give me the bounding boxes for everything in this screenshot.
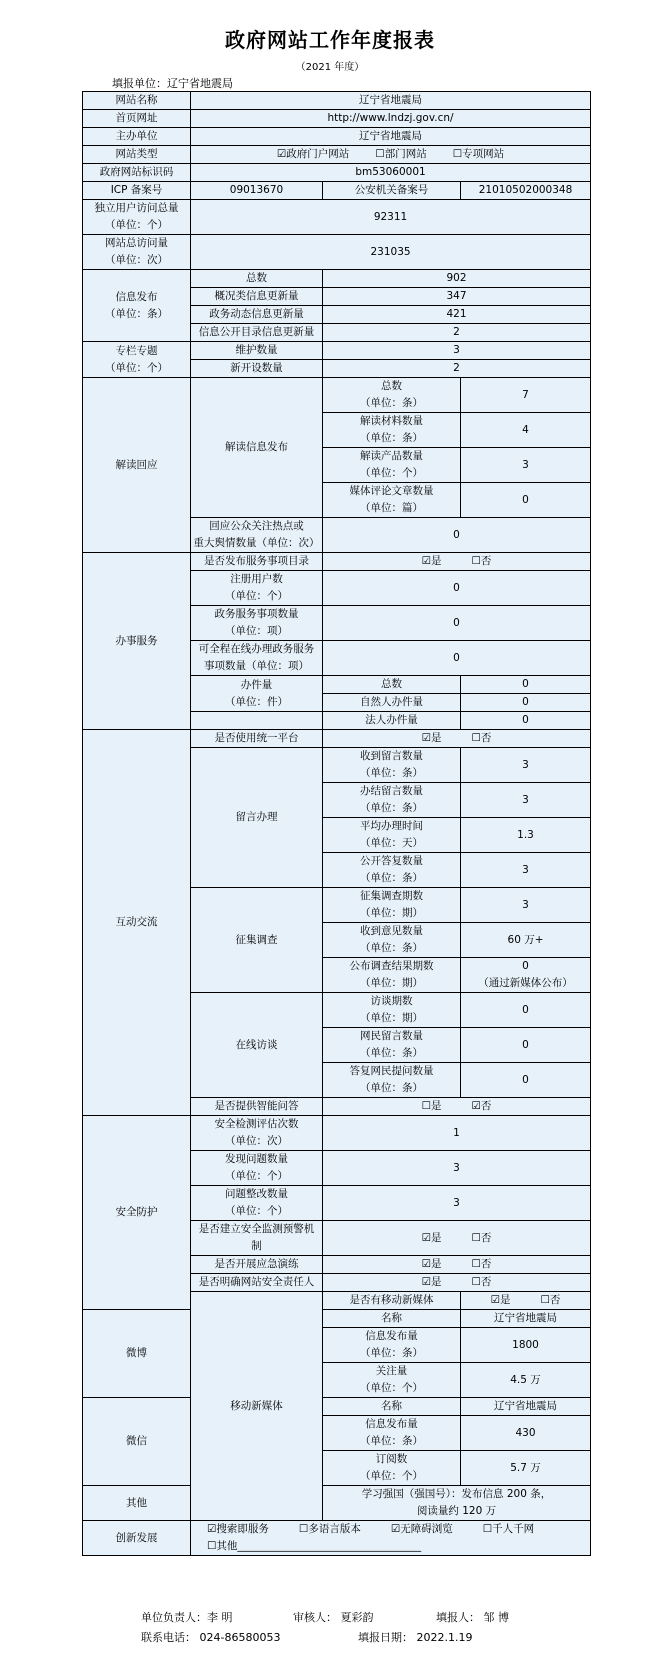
msg-row-label: 平均办理时间 （单位：天） [323,818,461,853]
wechat-row-value: 5.7 万 [461,1451,591,1486]
survey-label: 征集调查 [191,888,323,993]
visits-value: 231035 [191,235,591,270]
interpret-row-label: 解读产品数量 （单位：个） [323,448,461,483]
respond-value: 0 [323,518,591,553]
wechat-row-value: 430 [461,1416,591,1451]
site-name-label: 网站名称 [83,92,191,110]
homepage-url: http://www.lndzj.gov.cn/ [191,110,591,128]
check-value: 1 [323,1116,591,1151]
option-department: ☐部门网站 [375,148,427,160]
footer-phone: 联系电话： 024-86580053 [141,1631,281,1644]
drill-options [323,1256,591,1274]
info-section-label: 信息发布 （单位：条） [83,270,191,342]
option-special: ☐专项网站 [452,148,505,160]
found-label: 发现问题数量 （单位：个） [191,1151,323,1186]
wechat-row-label: 订阅数 （单位：个） [323,1451,461,1486]
interpret-row-value: 0 [461,483,591,518]
msg-row-label: 收到留言数量 （单位：条） [323,748,461,783]
interact-section-label: 互动交流 [83,730,191,1116]
users-label: 注册用户数 （单位：个） [191,571,323,606]
drill-no: ☐否 [471,1258,492,1270]
column-row-label: 维护数量 [191,342,323,360]
check-label: 安全检测评估次数 （单位：次） [191,1116,323,1151]
interpret-sub-label: 解读信息发布 [191,378,323,518]
respond-label: 回应公众关注热点或 重大舆情数量（单位：次） [191,518,323,553]
ai-yes: ☐是 [421,1100,442,1112]
footer-filler: 填报人： 邹 博 [436,1611,509,1624]
opt-accessible: ☑无障碍浏览 [390,1523,453,1535]
platform-options [323,730,591,748]
info-row-value: 902 [323,270,591,288]
host-unit-label: 主办单位 [83,128,191,146]
icp-number: 09013670 [191,182,323,200]
interpret-row-label: 媒体评论文章数量 （单位：篇） [323,483,461,518]
column-section-label: 专栏专题 （单位：个） [83,342,191,378]
fixed-label: 问题整改数量 （单位：个） [191,1186,323,1221]
weibo-row-value: 4.5 万 [461,1363,591,1398]
weibo-row-value: 1800 [461,1328,591,1363]
service-section-label: 办事服务 [83,553,191,730]
warn-options [323,1221,591,1256]
interpret-section-label: 解读回应 [83,378,191,553]
info-row-value: 347 [323,288,591,306]
survey-row-value: 0 （通过新媒体公布） [461,958,591,993]
info-row-label: 概况类信息更新量 [191,288,323,306]
column-row-label: 新开设数量 [191,360,323,378]
innovation-section-label: 创新发展 [83,1521,191,1556]
msg-label: 留言办理 [191,748,323,888]
wechat-row-value: 辽宁省地震局 [461,1398,591,1416]
visits-label: 网站总访问量 （单位：次） [83,235,191,270]
talk-row-value: 0 [461,993,591,1028]
site-id: bm53060001 [191,164,591,182]
online-value: 0 [323,641,591,676]
icp-label: ICP 备案号 [83,182,191,200]
interpret-row-value: 4 [461,413,591,448]
visitors-value: 92311 [191,200,591,235]
info-row-label: 总数 [191,270,323,288]
police-label: 公安机关备案号 [323,182,461,200]
site-type-options [191,146,591,164]
volume-row-value: 0 [461,676,591,694]
fixed-value: 3 [323,1186,591,1221]
option-portal: ☑政府门户网站 [276,148,350,160]
volume-row-value: 0 [461,694,591,712]
talk-row-label: 访谈期数 （单位：期） [323,993,461,1028]
site-type-label: 网站类型 [83,146,191,164]
interpret-row-value: 3 [461,448,591,483]
owner-yes: ☑是 [421,1276,442,1288]
warn-label: 是否建立安全监测预警机 制 [191,1221,323,1256]
owner-no: ☐否 [471,1276,492,1288]
weibo-label: 微博 [83,1310,191,1398]
has-media-label: 是否有移动新媒体 [323,1292,461,1310]
interpret-row-value: 7 [461,378,591,413]
msg-row-label: 办结留言数量 （单位：条） [323,783,461,818]
talk-label: 在线访谈 [191,993,323,1098]
items-value: 0 [323,606,591,641]
site-id-label: 政府网站标识码 [83,164,191,182]
owner-options [323,1274,591,1292]
info-row-value: 2 [323,324,591,342]
catalog-options [323,553,591,571]
visitors-label: 独立用户访问总量 （单位：个） [83,200,191,235]
other-media-value: 学习强国（强国号）：发布信息 200 条， 阅读量约 120 万 [323,1486,591,1521]
survey-row-label: 征集调查期数 （单位：期） [323,888,461,923]
survey-row-value: 60 万+ [461,923,591,958]
platform-yes: ☑是 [421,732,442,744]
media-section-label: 移动新媒体 [191,1292,323,1521]
opt-search: ☑搜索即服务 [207,1523,269,1535]
msg-row-value: 3 [461,783,591,818]
wechat-label: 微信 [83,1398,191,1486]
platform-no: ☐否 [471,732,492,744]
host-unit: 辽宁省地震局 [191,128,591,146]
catalog-no: ☐否 [471,555,492,567]
weibo-row-label: 名称 [323,1310,461,1328]
ai-options [323,1098,591,1116]
items-label: 政务服务事项数量 （单位：项） [191,606,323,641]
drill-label: 是否开展应急演练 [191,1256,323,1274]
found-value: 3 [323,1151,591,1186]
weibo-row-label: 信息发布量 （单位：条） [323,1328,461,1363]
volume-row-label: 自然人办件量 [323,694,461,712]
users-value: 0 [323,571,591,606]
innovation-options [191,1521,591,1556]
has-media-no: ☐否 [540,1294,561,1306]
has-media-options [461,1292,591,1310]
ai-no: ☑否 [471,1100,492,1112]
msg-row-value: 3 [461,853,591,888]
opt-multilang: ☐多语言版本 [298,1523,361,1535]
site-name: 辽宁省地震局 [191,92,591,110]
police-number: 21010502000348 [461,182,591,200]
survey-row-value: 3 [461,888,591,923]
footer-leader: 单位负责人：李 明 [141,1611,233,1624]
talk-row-label: 答复网民提问数量 （单位：条） [323,1063,461,1098]
ai-label: 是否提供智能问答 [191,1098,323,1116]
msg-row-value: 3 [461,748,591,783]
report-table [82,91,591,1556]
footer-reviewer: 审核人： 夏彩韵 [293,1611,374,1624]
interpret-row-label: 解读材料数量 （单位：条） [323,413,461,448]
opt-other: ☐其他___________________________________ [207,1540,422,1552]
info-row-value: 421 [323,306,591,324]
catalog-yes: ☑是 [421,555,442,567]
online-label: 可全程在线办理政务服务 事项数量（单位：项） [191,641,323,676]
volume-row-label: 总数 [323,676,461,694]
platform-label: 是否使用统一平台 [191,730,323,748]
warn-yes: ☑是 [421,1231,442,1244]
info-row-label: 信息公开目录信息更新量 [191,324,323,342]
footer-date: 填报日期： 2022.1.19 [358,1631,473,1644]
volume-blank [191,712,323,730]
volume-row-value: 0 [461,712,591,730]
owner-label: 是否明确网站安全责任人 [191,1274,323,1292]
talk-row-label: 网民留言数量 （单位：条） [323,1028,461,1063]
catalog-label: 是否发布服务事项目录 [191,553,323,571]
wechat-row-label: 信息发布量 （单位：条） [323,1416,461,1451]
column-row-value: 3 [323,342,591,360]
fill-unit: 填报单位：辽宁省地震局 [112,77,233,90]
column-row-value: 2 [323,360,591,378]
survey-row-label: 公布调查结果期数 （单位：期） [323,958,461,993]
security-section-label: 安全防护 [83,1116,191,1310]
weibo-row-value: 辽宁省地震局 [461,1310,591,1328]
other-media-label: 其他 [83,1486,191,1521]
volume-row-label: 法人办件量 [323,712,461,730]
drill-yes: ☑是 [421,1258,442,1270]
homepage-url-label: 首页网址 [83,110,191,128]
wechat-row-label: 名称 [323,1398,461,1416]
msg-row-value: 1.3 [461,818,591,853]
page-title: 政府网站工作年度报表 [225,28,435,52]
warn-no: ☐否 [471,1231,492,1244]
report-year: （2021 年度） [295,62,365,73]
volume-label: 办件量 （单位：件） [191,676,323,712]
has-media-yes: ☑是 [490,1294,511,1306]
talk-row-value: 0 [461,1028,591,1063]
survey-row-label: 收到意见数量 （单位：条） [323,923,461,958]
opt-personal: ☐千人千网 [482,1523,535,1535]
info-row-label: 政务动态信息更新量 [191,306,323,324]
talk-row-value: 0 [461,1063,591,1098]
msg-row-label: 公开答复数量 （单位：条） [323,853,461,888]
weibo-row-label: 关注量 （单位：个） [323,1363,461,1398]
interpret-row-label: 总数 （单位：条） [323,378,461,413]
